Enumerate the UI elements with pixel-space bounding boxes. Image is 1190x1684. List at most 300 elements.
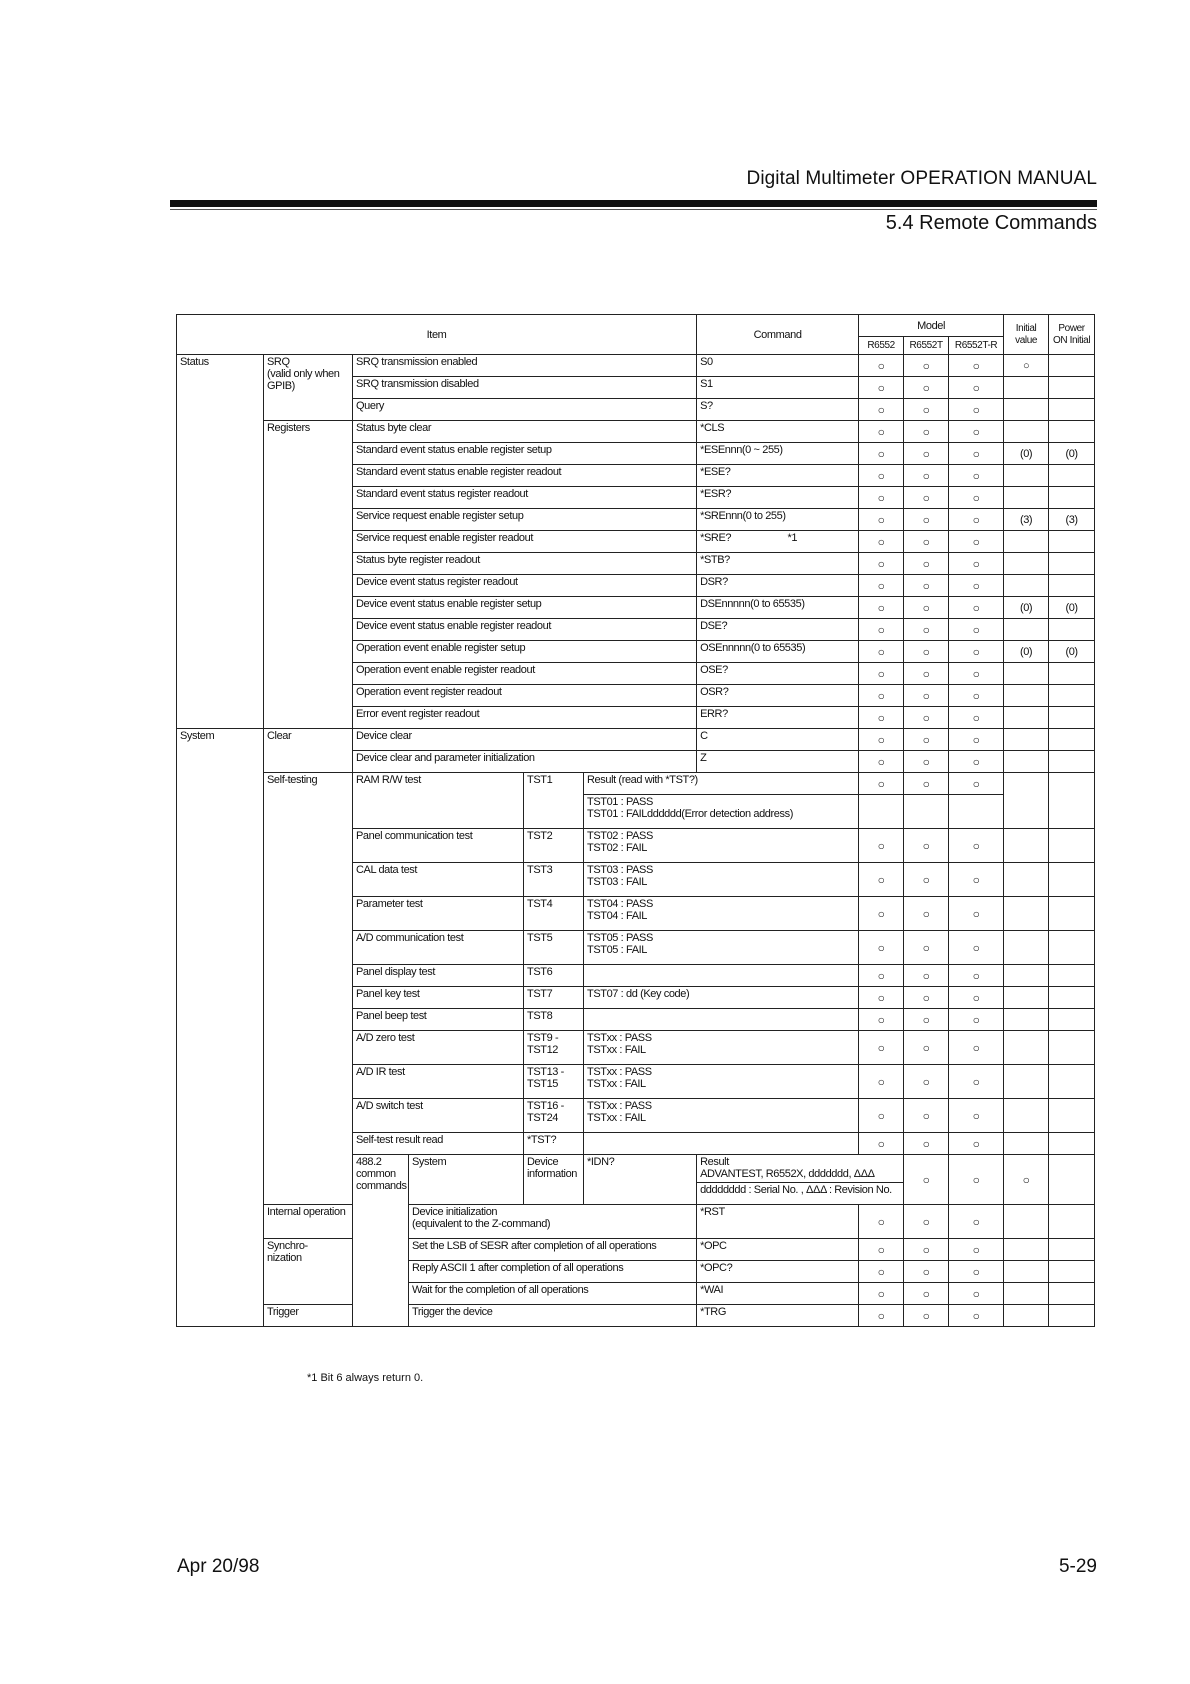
group-system: System (177, 729, 264, 1327)
model-mark: ○ (859, 399, 904, 421)
model-mark: ○ (904, 1305, 949, 1327)
model-mark: ○ (949, 1065, 1004, 1099)
power-on-value (1049, 1099, 1095, 1133)
model-mark: ○ (859, 641, 904, 663)
model-mark: ○ (859, 487, 904, 509)
initial-value-ose: (0) (1004, 641, 1049, 663)
cmd-tst3: TST3 (524, 863, 584, 897)
item-sre-query: Service request enable register readout (353, 531, 697, 553)
cmd-tst4: TST4 (524, 897, 584, 931)
result-tst1: Result (read with *TST?) (584, 773, 859, 795)
item-esr: Standard event status register readout (353, 487, 697, 509)
model-empty (859, 795, 904, 829)
model-mark: ○ (949, 897, 1004, 931)
initial-value (1004, 829, 1049, 863)
model-mark: ○ (904, 399, 949, 421)
initial-value (1004, 1283, 1049, 1305)
header-model-r6552: R6552 (859, 337, 904, 355)
model-mark: ○ (859, 707, 904, 729)
power-on-value (1049, 729, 1095, 751)
power-on-value-ese: (0) (1049, 443, 1095, 465)
item-dse: Device event status enable register setup (353, 597, 697, 619)
power-on-value (1049, 575, 1095, 597)
model-mark: ○ (859, 509, 904, 531)
subgroup-trigger: Trigger (264, 1305, 353, 1327)
model-mark: ○ (904, 931, 949, 965)
item-query: Query (353, 399, 697, 421)
power-on-value (1049, 1283, 1095, 1305)
power-on-value (1049, 421, 1095, 443)
model-mark: ○ (949, 641, 1004, 663)
model-mark: ○ (949, 931, 1004, 965)
model-mark: ○ (904, 1031, 949, 1065)
model-mark: ○ (859, 1031, 904, 1065)
result-tst9-12: TSTxx : PASS TSTxx : FAIL (584, 1031, 859, 1065)
power-on-value (1049, 707, 1095, 729)
model-mark: ○ (949, 421, 1004, 443)
cmd-tst2: TST2 (524, 829, 584, 863)
model-mark: ○ (859, 465, 904, 487)
item-device-clear-init: Device clear and parameter initialization (353, 751, 697, 773)
header-initial-value: Initial value (1004, 315, 1049, 355)
item-osr: Operation event register readout (353, 685, 697, 707)
initial-value-ese: (0) (1004, 443, 1049, 465)
group-clear: Clear (264, 729, 353, 773)
model-mark: ○ (949, 1009, 1004, 1031)
power-on-value (1049, 863, 1095, 897)
model-mark: ○ (904, 773, 949, 795)
initial-value (1004, 553, 1049, 575)
item-err: Error event register readout (353, 707, 697, 729)
model-mark: ○ (859, 1261, 904, 1283)
initial-value (1004, 773, 1049, 829)
model-mark: ○ (949, 965, 1004, 987)
power-on-value-dse: (0) (1049, 597, 1095, 619)
cmd-osr: OSR? (697, 685, 859, 707)
model-empty (949, 795, 1004, 829)
item-panel-beep-test: Panel beep test (353, 1009, 524, 1031)
item-opc-query: Reply ASCII 1 after completion of all operations (409, 1261, 697, 1283)
model-mark: ○ (904, 1205, 949, 1239)
power-on-value (1049, 553, 1095, 575)
initial-value-dse: (0) (1004, 597, 1049, 619)
model-mark: ○ (904, 553, 949, 575)
model-mark: ○ (904, 443, 949, 465)
model-mark: ○ (904, 531, 949, 553)
model-mark: ○ (949, 987, 1004, 1009)
model-mark: ○ (949, 1305, 1004, 1327)
initial-value (1004, 531, 1049, 553)
cmd-opc: *OPC (697, 1239, 859, 1261)
initial-value (1004, 575, 1049, 597)
model-mark: ○ (904, 685, 949, 707)
power-on-value (1049, 531, 1095, 553)
item-trigger-device: Trigger the device (409, 1305, 697, 1327)
model-mark: ○ (904, 1099, 949, 1133)
model-mark: ○ (904, 829, 949, 863)
model-mark: ○ (904, 377, 949, 399)
cmd-cls: *CLS (697, 421, 859, 443)
subgroup-system: System (409, 1155, 524, 1205)
initial-value (1004, 1031, 1049, 1065)
cmd-ese-query: *ESE? (697, 465, 859, 487)
model-mark: ○ (904, 987, 949, 1009)
item-device-information: Device information (524, 1155, 584, 1205)
remote-commands-table-wrap (176, 314, 1094, 1327)
model-mark: ○ (949, 1099, 1004, 1133)
model-mark: ○ (859, 829, 904, 863)
power-on-value (1049, 1205, 1095, 1239)
model-mark: ○ (904, 1239, 949, 1261)
item-cls: Status byte clear (353, 421, 697, 443)
result-empty (584, 1133, 859, 1155)
power-on-value (1049, 897, 1095, 931)
header-model: Model (859, 315, 1004, 337)
power-on-value (1049, 773, 1095, 829)
model-mark: ○ (859, 1283, 904, 1305)
initial-value (1049, 1155, 1095, 1205)
power-on-value (1049, 965, 1095, 987)
cmd-ese: *ESEnnn(0 ~ 255) (697, 443, 859, 465)
header-model-r6552t: R6552T (904, 337, 949, 355)
item-ad-switch-test: A/D switch test (353, 1099, 524, 1133)
cmd-tst-query: *TST? (524, 1133, 584, 1155)
cmd-z: Z (697, 751, 859, 773)
model-mark: ○ (904, 421, 949, 443)
power-on-value (1049, 987, 1095, 1009)
cmd-opc-query: *OPC? (697, 1261, 859, 1283)
model-mark: ○ (859, 355, 904, 377)
model-mark: ○ (859, 987, 904, 1009)
group-srq: SRQ (valid only when GPIB) (264, 355, 353, 421)
model-mark: ○ (859, 773, 904, 795)
cmd-tst16-24: TST16 - TST24 (524, 1099, 584, 1133)
initial-value (1004, 685, 1049, 707)
power-on-value-ose: (0) (1049, 641, 1095, 663)
initial-value-sre: (3) (1004, 509, 1049, 531)
result-tst4: TST04 : PASS TST04 : FAIL (584, 897, 859, 931)
cmd-tst5: TST5 (524, 931, 584, 965)
model-mark: ○ (949, 751, 1004, 773)
model-mark: ○ (949, 355, 1004, 377)
cmd-dsr: DSR? (697, 575, 859, 597)
model-mark: ○ (904, 1283, 949, 1305)
model-mark: ○ (859, 685, 904, 707)
model-mark: ○ (859, 663, 904, 685)
header-item: Item (177, 315, 697, 355)
item-dse-query: Device event status enable register readout (353, 619, 697, 641)
power-on-value (1049, 685, 1095, 707)
cmd-esr: *ESR? (697, 487, 859, 509)
model-mark: ○ (859, 751, 904, 773)
model-mark: ○ (949, 553, 1004, 575)
item-device-initialization: Device initialization (equivalent to the Z-command) (409, 1205, 697, 1239)
item-srq-disabled: SRQ transmission disabled (353, 377, 697, 399)
model-mark: ○ (949, 773, 1004, 795)
cmd-idn: *IDN? (584, 1155, 697, 1205)
power-on-value (1049, 1261, 1095, 1283)
cmd-sre-query (697, 531, 859, 553)
model-mark: ○ (904, 575, 949, 597)
result-tst1-detail: TST01 : PASS TST01 : FAILdddddd(Error detection address) (584, 795, 859, 829)
model-mark: ○ (949, 1031, 1004, 1065)
model-mark: ○ (904, 897, 949, 931)
cmd-tst8: TST8 (524, 1009, 584, 1031)
cmd-ose: OSEnnnnn(0 to 65535) (697, 641, 859, 663)
result-tst7: TST07 : dd (Key code) (584, 987, 859, 1009)
model-mark: ○ (949, 399, 1004, 421)
item-ose-query: Operation event enable register readout (353, 663, 697, 685)
model-mark: ○ (949, 1283, 1004, 1305)
footer-date: Apr 20/98 (177, 1556, 260, 1577)
header-rule-thin (170, 209, 1097, 210)
model-mark: ○ (949, 1261, 1004, 1283)
initial-value (1004, 1305, 1049, 1327)
model-mark: ○ (904, 509, 949, 531)
power-on-value (1049, 1065, 1095, 1099)
header-command: Command (697, 315, 859, 355)
cmd-dse: DSEnnnnn(0 to 65535) (697, 597, 859, 619)
model-mark: ○ (949, 663, 1004, 685)
model-mark: ○ (949, 1205, 1004, 1239)
model-mark: ○ (904, 597, 949, 619)
cmd-tst7: TST7 (524, 987, 584, 1009)
initial-value (1004, 487, 1049, 509)
power-on-value (1049, 377, 1095, 399)
cmd-tst1: TST1 (524, 773, 584, 829)
model-mark: ○ (949, 685, 1004, 707)
initial-value (1004, 1133, 1049, 1155)
power-on-value (1049, 1239, 1095, 1261)
model-mark: ○ (949, 487, 1004, 509)
item-panel-display-test: Panel display test (353, 965, 524, 987)
initial-value (1004, 965, 1049, 987)
model-mark: ○ (859, 1133, 904, 1155)
subgroup-synchronization: Synchro- nization (264, 1239, 353, 1305)
model-mark: ○ (904, 729, 949, 751)
model-mark: ○ (859, 1009, 904, 1031)
initial-value (1004, 751, 1049, 773)
model-mark: ○ (949, 465, 1004, 487)
model-mark: ○ (859, 931, 904, 965)
cmd-trg: *TRG (697, 1305, 859, 1327)
item-ad-ir-test: A/D IR test (353, 1065, 524, 1099)
model-mark: ○ (859, 729, 904, 751)
model-mark: ○ (859, 377, 904, 399)
result-tst2: TST02 : PASS TST02 : FAIL (584, 829, 859, 863)
initial-value (1004, 707, 1049, 729)
item-ram-rw-test: RAM R/W test (353, 773, 524, 829)
group-self-testing: Self-testing (264, 773, 353, 1205)
model-mark: ○ (1004, 1155, 1049, 1205)
result-tst16-24: TSTxx : PASS TSTxx : FAIL (584, 1099, 859, 1133)
group-registers: Registers (264, 421, 353, 729)
initial-value (1004, 421, 1049, 443)
initial-value (1004, 663, 1049, 685)
model-mark: ○ (859, 421, 904, 443)
cmd-wai: *WAI (697, 1283, 859, 1305)
model-mark: ○ (949, 1239, 1004, 1261)
model-mark: ○ (859, 619, 904, 641)
item-sre: Service request enable register setup (353, 509, 697, 531)
model-mark: ○ (904, 1009, 949, 1031)
model-mark: ○ (859, 1099, 904, 1133)
power-on-value (1049, 619, 1095, 641)
item-opc: Set the LSB of SESR after completion of all operations (409, 1239, 697, 1261)
result-tst5: TST05 : PASS TST05 : FAIL (584, 931, 859, 965)
model-mark: ○ (904, 487, 949, 509)
initial-value (1004, 1239, 1049, 1261)
model-mark: ○ (859, 575, 904, 597)
model-mark: ○ (949, 443, 1004, 465)
model-mark: ○ (904, 465, 949, 487)
power-on-value (1049, 487, 1095, 509)
item-ad-comm-test: A/D communication test (353, 931, 524, 965)
initial-value (1004, 931, 1049, 965)
initial-value (1004, 863, 1049, 897)
cmd-sre-query-text: *SRE? (700, 532, 732, 544)
model-mark: ○ (904, 1065, 949, 1099)
item-dsr: Device event status register readout (353, 575, 697, 597)
model-mark: ○ (859, 553, 904, 575)
cmd-rst: *RST (697, 1205, 859, 1239)
initial-value (1004, 377, 1049, 399)
model-mark: ○ (949, 1133, 1004, 1155)
cmd-ose-query: OSE? (697, 663, 859, 685)
header-rule (170, 200, 1097, 207)
result-tst6 (584, 965, 859, 987)
section-title: 5.4 Remote Commands (885, 212, 1097, 234)
group-488-common-commands: 488.2 common commands (353, 1155, 409, 1327)
model-mark: ○ (949, 1155, 1004, 1205)
cmd-err: ERR? (697, 707, 859, 729)
cmd-tst13-15: TST13 - TST15 (524, 1065, 584, 1099)
item-panel-comm-test: Panel communication test (353, 829, 524, 863)
model-mark: ○ (904, 707, 949, 729)
model-mark: ○ (904, 355, 949, 377)
power-on-value (1049, 1009, 1095, 1031)
subgroup-internal-operation: Internal operation (264, 1205, 353, 1239)
initial-value (1004, 1009, 1049, 1031)
manual-title: Digital Multimeter OPERATION MANUAL (746, 168, 1097, 189)
model-mark: ○ (904, 751, 949, 773)
power-on-value (1049, 1305, 1095, 1327)
model-mark: ○ (859, 531, 904, 553)
initial-value (1004, 987, 1049, 1009)
item-panel-key-test: Panel key test (353, 987, 524, 1009)
footnote-ref: *1 (787, 532, 798, 544)
item-device-clear: Device clear (353, 729, 697, 751)
model-mark: ○ (949, 729, 1004, 751)
power-on-value (1049, 355, 1095, 377)
model-mark: ○ (859, 897, 904, 931)
result-idn: Result ADVANTEST, R6552X, ddddddd, ΔΔΔ (697, 1155, 904, 1183)
model-mark: ○ (859, 1205, 904, 1239)
model-mark: ○ (949, 597, 1004, 619)
group-status: Status (177, 355, 264, 729)
model-mark: ○ (904, 619, 949, 641)
power-on-value (1049, 931, 1095, 965)
power-on-value (1049, 399, 1095, 421)
result-tst13-15: TSTxx : PASS TSTxx : FAIL (584, 1065, 859, 1099)
model-mark: ○ (949, 863, 1004, 897)
initial-value (1004, 729, 1049, 751)
model-mark: ○ (859, 597, 904, 619)
model-mark: ○ (904, 1261, 949, 1283)
model-mark: ○ (904, 1155, 949, 1205)
power-on-value (1049, 1031, 1095, 1065)
model-mark: ○ (859, 1305, 904, 1327)
model-mark: ○ (904, 641, 949, 663)
model-mark: ○ (859, 863, 904, 897)
cmd-s1: S1 (697, 377, 859, 399)
model-mark: ○ (949, 531, 1004, 553)
item-ad-zero-test: A/D zero test (353, 1031, 524, 1065)
cmd-dse-query: DSE? (697, 619, 859, 641)
result-tst3: TST03 : PASS TST03 : FAIL (584, 863, 859, 897)
cmd-s0: S0 (697, 355, 859, 377)
item-ese: Standard event status enable register setup (353, 443, 697, 465)
item-wai: Wait for the completion of all operations (409, 1283, 697, 1305)
power-on-value (1049, 465, 1095, 487)
model-mark: ○ (904, 663, 949, 685)
result-idn-detail: dddddddd : Serial No. , ΔΔΔ : Revision No. (697, 1183, 904, 1205)
model-empty (904, 795, 949, 829)
cmd-tst9-12: TST9 - TST12 (524, 1031, 584, 1065)
item-ese-query: Standard event status enable register readout (353, 465, 697, 487)
model-mark: ○ (949, 829, 1004, 863)
initial-value (1004, 1065, 1049, 1099)
footer-page-number: 5-29 (1058, 1556, 1097, 1577)
remote-commands-table (176, 314, 1095, 1327)
power-on-value (1049, 751, 1095, 773)
initial-value (1004, 465, 1049, 487)
model-mark: ○ (859, 1239, 904, 1261)
initial-value (1004, 1099, 1049, 1133)
cmd-c: C (697, 729, 859, 751)
item-cal-data-test: CAL data test (353, 863, 524, 897)
initial-value (1004, 1205, 1049, 1239)
model-mark: ○ (859, 1065, 904, 1099)
header-model-r6552t-r: R6552T-R (949, 337, 1004, 355)
item-ose: Operation event enable register setup (353, 641, 697, 663)
power-on-value-sre: (3) (1049, 509, 1095, 531)
cmd-sre: *SREnnn(0 to 255) (697, 509, 859, 531)
item-srq-enabled: SRQ transmission enabled (353, 355, 697, 377)
item-parameter-test: Parameter test (353, 897, 524, 931)
model-mark: ○ (949, 509, 1004, 531)
cmd-tst6: TST6 (524, 965, 584, 987)
model-mark: ○ (859, 443, 904, 465)
cmd-stb: *STB? (697, 553, 859, 575)
model-mark: ○ (904, 863, 949, 897)
result-tst8 (584, 1009, 859, 1031)
initial-value (1004, 897, 1049, 931)
initial-value (1004, 619, 1049, 641)
initial-value (1004, 1261, 1049, 1283)
initial-value (1004, 399, 1049, 421)
header-power-on-initial: Power ON Initial (1049, 315, 1095, 355)
model-mark: ○ (949, 707, 1004, 729)
model-mark: ○ (904, 965, 949, 987)
model-mark: ○ (949, 575, 1004, 597)
footnote: *1 Bit 6 always return 0. (307, 1372, 424, 1384)
initial-value-s0: ○ (1004, 355, 1049, 377)
power-on-value (1049, 829, 1095, 863)
item-self-test-read: Self-test result read (353, 1133, 524, 1155)
model-mark: ○ (859, 965, 904, 987)
cmd-s-query: S? (697, 399, 859, 421)
